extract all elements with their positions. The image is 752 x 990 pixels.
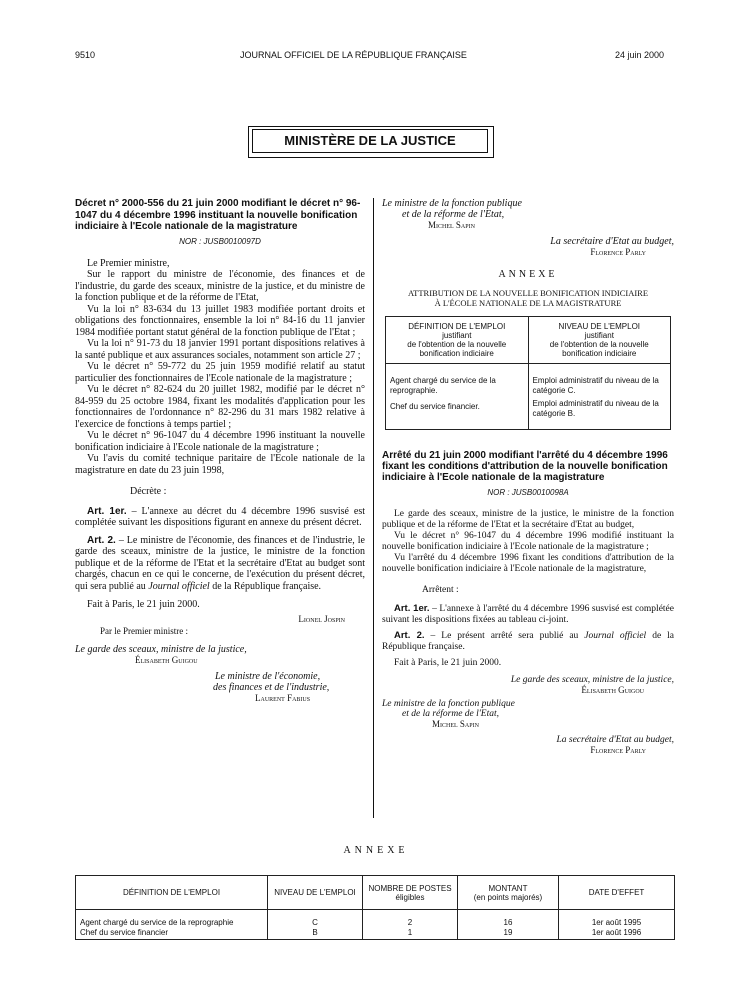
article-1-label: Art. 1er. — [87, 505, 127, 517]
page-number: 9510 — [75, 50, 96, 60]
decret-paragraph: Vu l'avis du comité technique paritaire de l'Ecole nationale de la magistrature en date du 23 juin 1998, — [75, 453, 365, 476]
arrete-paragraph: Le garde des sceaux, ministre de la justice, le ministre de la fonction publique et de la réforme de l'Etat et la secrétaire d'Etat au budget, — [382, 509, 674, 530]
journal-title: JOURNAL OFFICIEL DE LA RÉPUBLIQUE FRANÇAISE — [240, 50, 467, 60]
table-cell: Agent chargé du service de la reprographie — [80, 918, 234, 927]
ministry-title: MINISTÈRE DE LA JUSTICE — [252, 129, 488, 153]
annexe-subtitle-2: À L'ÉCOLE NATIONALE DE LA MAGISTRATURE — [434, 298, 622, 308]
annexe-label: ANNEXE — [498, 269, 558, 280]
table-header: DATE D'EFFET — [559, 876, 675, 910]
annexe-table-body — [386, 364, 671, 430]
table-row — [76, 910, 675, 940]
arrete-paragraph: Vu le décret n° 96-1047 du 4 décembre 1996 modifié instituant la nouvelle bonification indiciaire à l'Ecole nationale de la magistrature ; — [382, 531, 674, 552]
a-budget-title: La secrétaire d'Etat au budget, — [556, 735, 674, 745]
decret-decrete: Décrète : — [130, 486, 167, 497]
a-budget-name: Florence Parly — [590, 745, 646, 755]
decret-article-1: Art. 1er. – L'annexe au décret du 4 décembre 1996 susvisé est complétée suivant les dispositions figurant en annexe du présent décret. — [75, 505, 365, 528]
table-cell: B — [312, 928, 318, 937]
table-cell: 16 — [503, 918, 513, 927]
decret-paragraph: Le Premier ministre, — [87, 257, 170, 269]
table-cell: Chef du service financier — [80, 928, 169, 937]
table-cell: 19 — [503, 928, 513, 937]
decret-paragraph: Vu le décret n° 96-1047 du 4 décembre 1996 instituant la nouvelle bonification indiciaire à l'Ecole nationale de la magistrature ; — [75, 430, 365, 453]
fp-title-2: et de la réforme de l'Etat, — [402, 209, 505, 220]
bottom-table-header — [76, 876, 675, 910]
table-cell: Chef du service financier. — [390, 402, 480, 411]
decret-paragraph: Vu le décret n° 82-624 du 20 juillet 1982, modifié par le décret n° 84-959 du 25 octobre 1984, fixant les modalités d'application pour les fonctionnaires de l'ordonnance n° 82-296 du 31 mars 1982 relative à l'exercice de fonctions à temps partiel ; — [75, 384, 365, 430]
annexe-table-header: DÉFINITION DE L'EMPLOI justifiant de l'obtention de la nouvelle bonification indiciaire NIVEAU DE L'EMPLOI justifiant de l'obtention de la nouvelle bonification indiciaire — [386, 317, 671, 364]
fp-name: Michel Sapin — [428, 220, 475, 230]
arrete-article-1: Art. 1er. – L'annexe à l'arrêté du 4 décembre 1996 susvisé est complétée suivant les dispositions fixées au tableau ci-joint. — [382, 602, 674, 625]
table-cell: Emploi administratif du niveau de la catégorie B. — [532, 399, 659, 418]
budget-name: Florence Parly — [590, 247, 646, 257]
eco-title-1: Le ministre de l'économie, — [215, 670, 321, 682]
table-cell: C — [312, 918, 318, 927]
bottom-annexe-label: ANNEXE — [343, 845, 409, 856]
table-cell: Emploi administratif du niveau de la catégorie C. — [532, 376, 659, 395]
a-fp-title-2: et de la réforme de l'Etat, — [402, 709, 500, 719]
budget-title: La secrétaire d'Etat au budget, — [550, 236, 674, 247]
table-header: NOMBRE DE POSTES éligibles — [363, 876, 458, 910]
signer-jospin: Lionel Jospin — [298, 613, 345, 624]
gds-name: Élisabeth Guigou — [135, 654, 198, 665]
eco-title-2: des finances et de l'industrie, — [213, 681, 330, 693]
table-header: DÉFINITION DE L'EMPLOI — [76, 876, 268, 910]
par-premier-ministre: Par le Premier ministre : — [100, 625, 188, 636]
arrete-fait: Fait à Paris, le 21 juin 2000. — [394, 657, 502, 668]
decret-nor: NOR : JUSB0010097D — [179, 236, 261, 246]
decret-section — [75, 198, 365, 703]
arrete-title: Arrêté du 21 juin 2000 modifiant l'arrêté du 4 décembre 1996 fixant les conditions d'attribution de la nouvelle bonification indiciaire à l'Ecole nationale de la magistrature — [382, 450, 668, 483]
a-gds-name: Élisabeth Guigou — [581, 685, 644, 695]
decret-paragraph: Vu la loi n° 83-634 du 13 juillet 1983 modifiée portant droits et obligations des fonctionnaires, ensemble la loi n° 84-16 du 11 janvier 1984 modifiée portant statut général de la fonction publique de l'Etat ; — [75, 303, 365, 338]
issue-date: 24 juin 2000 — [615, 50, 665, 60]
a-gds-title: Le garde des sceaux, ministre de la justice, — [510, 675, 674, 685]
eco-name: Laurent Fabius — [255, 692, 311, 703]
right-column — [382, 198, 674, 755]
arrete-article-2: Art. 2. – Le présent arrêté sera publié au Journal officiel de la République française. — [382, 629, 674, 652]
table-header: NIVEAU DE L'EMPLOI — [268, 876, 363, 910]
column-divider — [373, 198, 374, 818]
annexe-table — [385, 316, 671, 430]
a-fp-name: Michel Sapin — [432, 719, 479, 729]
fp-title-1: Le ministre de la fonction publique — [382, 198, 522, 209]
arrete-nor: NOR : JUSB0010098A — [487, 488, 569, 497]
bottom-annexe-table — [75, 875, 675, 940]
table-header: MONTANT (en points majorés) — [458, 876, 559, 910]
gds-title: Le garde des sceaux, ministre de la justice, — [75, 643, 247, 655]
decret-paragraph: Vu le décret n° 59-772 du 25 juin 1959 modifié relatif au statut particulier des fonctionnaires de l'Ecole nationale de la magistrature ; — [75, 361, 365, 384]
arrete-paragraph: Vu l'arrêté du 4 décembre 1996 fixant les conditions d'attribution de la nouvelle bonification indiciaire à l'Ecole nationale de la magistrature, — [382, 553, 674, 574]
annexe-subtitle-1: ATTRIBUTION DE LA NOUVELLE BONIFICATION INDICIAIRE — [407, 288, 649, 298]
decret-paragraph: Vu la loi n° 91-73 du 18 janvier 1991 portant dispositions relatives à la santé publique et aux assurances sociales, notamment son article 27 ; — [75, 338, 365, 361]
a-fp-title-1: Le ministre de la fonction publique — [382, 699, 515, 709]
table-cell: Agent chargé du service de la reprographie. — [390, 376, 496, 395]
table-cell: 1er août 1995 — [591, 918, 642, 927]
table-cell: 1 — [407, 928, 413, 937]
arrete-arretent: Arrêtent : — [422, 585, 459, 595]
table-cell: 1er août 1996 — [591, 928, 642, 937]
table-cell: 2 — [407, 918, 413, 927]
decret-paragraph: Sur le rapport du ministre de l'économie, des finances et de l'industrie, du garde des sceaux, ministre de la justice, et du ministre de la fonction publique et de la réforme de l'Etat, — [75, 269, 365, 303]
decret-fait: Fait à Paris, le 21 juin 2000. — [87, 599, 200, 610]
decret-title: Décret n° 2000-556 du 21 juin 2000 modifiant le décret n° 96-1047 du 4 décembre 1996 instituant la nouvelle bonification indiciaire à l'Ecole nationale de la magistrature — [75, 198, 361, 232]
article-2-label: Art. 2. — [87, 534, 116, 546]
decret-article-2: Art. 2. – Le ministre de l'économie, des finances et de l'industrie, le garde des sceaux, ministre de la justice, le ministre de la fonction publique et de la réforme de l'Etat et la secrétaire d'Etat au budget sont chargés, chacun en ce qui le concerne, de l'exécution du présent décret, qui sera publié au Journal officiel de la République française. — [75, 534, 365, 592]
